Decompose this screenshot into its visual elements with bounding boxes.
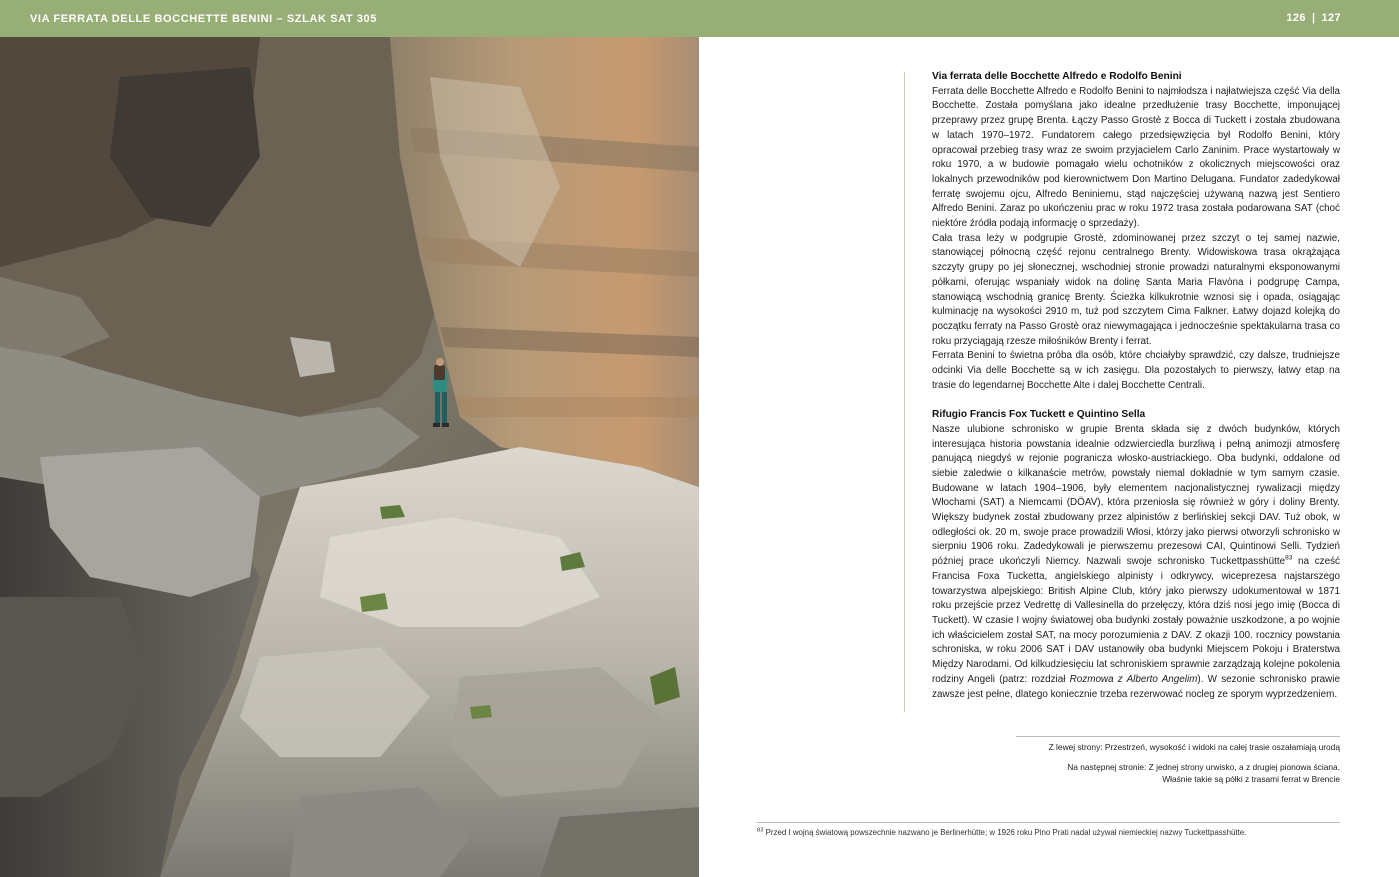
caption-next-page-line2: Właśnie takie są półki z trasami ferrat w Brencie: [1162, 774, 1340, 785]
page-header: [0, 0, 1399, 37]
running-title: VIA FERRATA DELLE BOCCHETTE BENINI – SZLAK SAT 305: [30, 13, 377, 25]
footnote-divider: [757, 822, 1340, 823]
footnote-text: Przed I wojną światową powszechnie nazwano je Berlinerhütte; w 1926 roku Pino Prati nadal używał niemieckiej nazwy Tuckettpasshütte.: [763, 828, 1247, 837]
page-number-right: 127: [1321, 12, 1341, 24]
section-heading-tuckett: Rifugio Francis Fox Tuckett e Quintino Sella: [932, 409, 1146, 421]
page-numbers: [1286, 12, 1341, 24]
photo-illustration: [0, 37, 699, 877]
section-heading-benini: Via ferrata delle Bocchette Alfredo e Rodolfo Benini: [932, 71, 1182, 82]
paragraph-text: Nasze ulubione schronisko w grupie Brenta składa się z dwóch budynków, których interesująca historia powstania idealnie odzwierciedla burzliwą i pełną animozji atmosferę panującą niegdyś w rejonie pogranicza włosko-austriackiego. Oba budynki, oddalone od siebie zaledwie o kilkanaście metrów, powstały niemal dokładnie w tym samym czasie. Budowane w latach 1904–1906, były elementem nacjonalistycznej rywalizacji między Włochami (SAT) a Niemcami (DÖAV), która przeniosła się również w góry i doliny Brenty. Większy budynek został zbudowany przez alpinistów z berlińskiej sekcji DAV. Tuż obok, w odległości ok. 20 m, swoje prace prowadzili Włosi, którzy jako pierwsi otworzyli schronisko w sierpniu 1906 roku. Zadedykowali je pierwszemu prezesowi CAI, Quintinowi Selli. Tydzień później prace ukończyli Niemcy. Nazwali swoje schronisko Tuckettpasshütte: [932, 423, 1340, 568]
footnote-reference: 83: [1285, 554, 1293, 562]
page-number-left: 126: [1286, 12, 1306, 24]
footnote-number: 83: [757, 827, 764, 834]
paragraph: [932, 423, 1340, 702]
paragraph-gap: [932, 393, 1340, 408]
footnote: [757, 827, 1357, 838]
paragraph-text: ). W sezonie schronisko prawie zawsze jest pełne, dlatego koniecznie trzeba rezerwować nocleg ze sporym wyprzedzeniem.: [932, 673, 1340, 700]
article-body: [932, 70, 1340, 702]
chapter-reference: Rozmowa z Alberto Angelim: [1069, 673, 1198, 685]
paragraph: Ferrata delle Bocchette Alfredo e Rodolfo Benini to najmłodsza i najłatwiejsza część Via della Bocchette. Została pomyślana jako idealne przedłużenie trasy Bocchette, imponującej przeprawy przez grupę Brenta. Łączy Passo Grostè z Bocca di Tuckett i została zbudowana w latach 1970–1972. Fundatorem całego przedsięwzięcia był Rodolfo Benini, który opracował przebieg trasy wraz ze swoim przyjacielem Carlo Zaninim. Prace wystartowały w roku 1970, a w budowie pomagało wielu ochotników z okolicznych miejscowości oraz lokalnych przewodników pod kierownictwem Don Martino Delugana. Fundator zadedykował ferratę swojemu ojcu, Alfredo Beniniemu, stąd najczęściej używaną nazwą jest Sentiero Alfredo Benini. Zaraz po ukończeniu prac w roku 1972 trasa została podarowana SAT (choć niektóre źródła podają informację o sprzedaży).: [932, 85, 1340, 230]
caption-divider: [1016, 736, 1340, 737]
caption-left-page: Z lewej strony: Przestrzeń, wysokość i widoki na całej trasie oszałamiają urodą: [1048, 742, 1340, 752]
climber-cliff-photo: [0, 37, 699, 877]
margin-rule: [904, 72, 905, 712]
paragraph: Cała trasa leży w podgrupie Grostè, zdominowanej przez szczyt o tej samej nazwie, stanowiącej północną część rejonu centralnego Brenty. Widowiskowa trasa okrążająca szczyty grupy po jej słonecznej, wschodniej stronie prowadzi naturalnymi eksponowanymi półkami, oferując wspaniały widok na dolinę Santa Maria Flavòna i podgrupę Campa, stanowiącą wschodnią granicę Brenty. Ścieżka kilkukrotnie wznosi się i opada, osiągając kulminację na wysokości 2910 m, tuż pod szczytem Cima Falkner. Łatwy dojazd kolejką do początku ferraty na Passo Grostè oraz niewymagająca i jednocześnie spektakularna trasa co roku przyciągają rzesze miłośników Brenty i ferrat.: [932, 232, 1340, 347]
caption-next-page-line1: Na następnej stronie: Z jednej strony urwisko, a z drugiej pionowa ściana.: [1067, 761, 1340, 772]
paragraph-text: na cześć Francisa Foxa Tucketta, angielskiego alpinisty i odkrywcy, wiceprezesa najstarszego towarzystwa alpejskiego: British Alpine Club, który jako pierwszy udokumentował w 1871 roku przejście przez Vedrettę di Vallesinella do przełęczy, która dziś nosi jego imię (Bocca di Tuckett). W czasie I wojny światowej oba budynki zostały poważnie uszkodzone, a po wojnie ich właścicielem został SAT, na mocy porozumienia z DAV. Z okazji 100. rocznicy powstania schroniska, w roku 2006 SAT i DAV ustanowiły oba budynki Miejscem Pokoju i Braterstwa Między Narodami. Od kilkudziesięciu lat schroniskiem sprawnie zarządzają kolejne pokolenia rodziny Angeli (patrz: rozdział: [932, 556, 1340, 685]
page-number-separator: |: [1311, 12, 1316, 24]
paragraph: Ferrata Benini to świetna próba dla osób, które chciałyby sprawdzić, czy dalsze, trudniejsze odcinki Via delle Bocchette są w ich zasięgu. Dla pozostałych to pierwszy, łatwy etap na trasie do legendarnej Bocchette Alte i dalej Bocchette Centrali.: [932, 350, 1340, 391]
photo-captions: [1016, 741, 1340, 786]
